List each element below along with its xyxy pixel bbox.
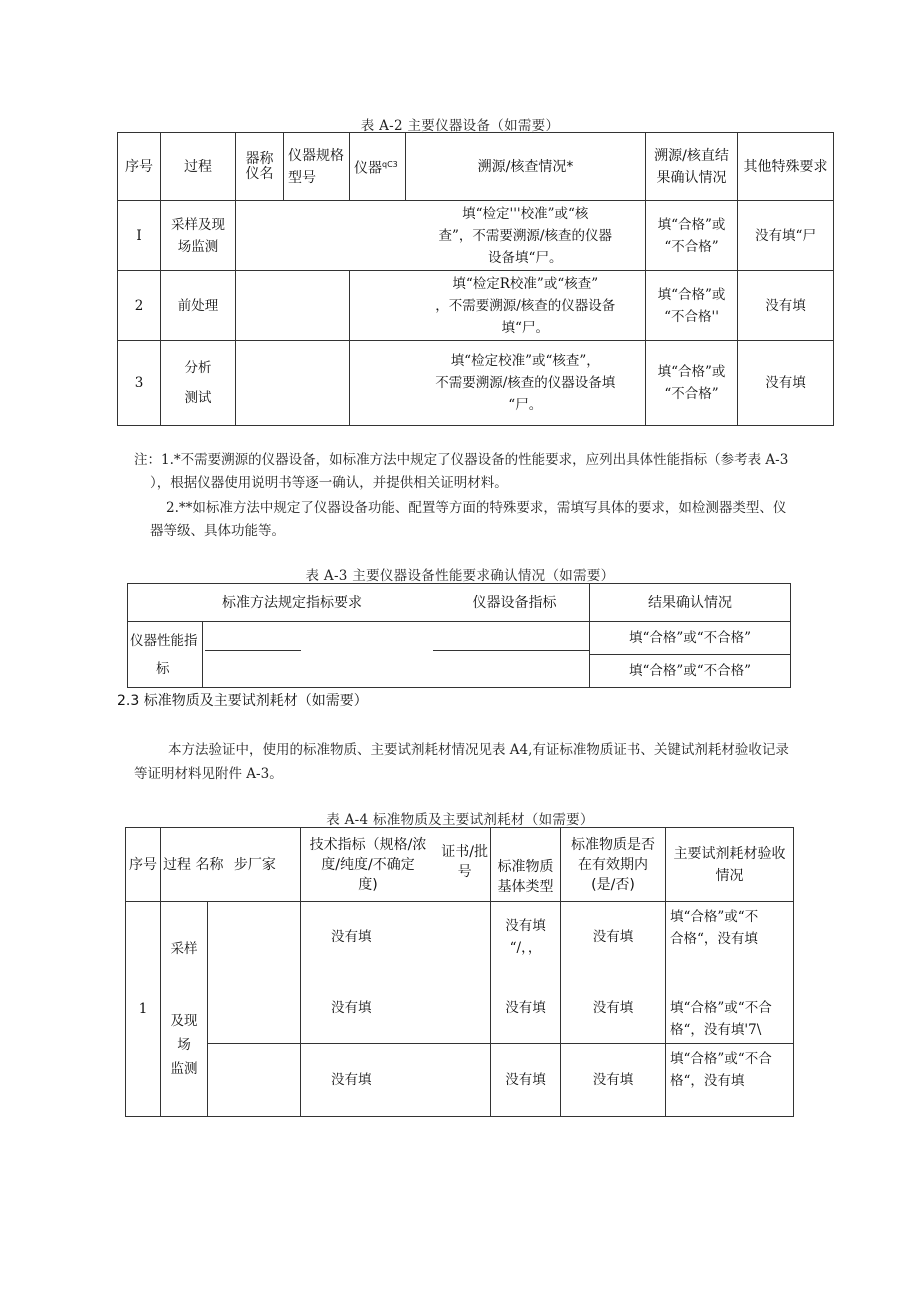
table-a2-cell-seq: 2 [118,271,161,341]
table-a2-caption: 表 A-2 主要仪器设备（如需要） [360,118,560,134]
table-a3-header-cell [128,584,590,622]
table-a2-cell-process: 采样及现 场监测 [161,201,236,271]
table-a4-header-process: 过程 [163,856,191,873]
table-a4-cell-accept: 填“合格”或“不合 格“，没有填 [666,1044,794,1117]
table-a4-cell-spec: 没有填 [301,973,491,1044]
table-a4-header-process-name [161,828,301,902]
table-a2-cell-trace: 填“检定R校准”或“核查” ，不需要溯源/核查的仪器设备 填“尸。 [406,271,646,341]
table-a2-header-trace: 溯源/核查情况* [406,133,646,201]
table-a3-row-label-1: 仪器性能指 [130,632,198,649]
table-a4-cell-spec: 没有填 [301,902,491,973]
section-paragraph-line-1: 本方法验证中，使用的标准物质、主要试剂耗材情况见表 A4,有证标准物质证书、关键试剂耗材验收记录 [168,742,789,758]
table-a2-header-row [118,133,834,201]
table-a4-header-name: 名称 [195,856,224,873]
table-a3-underline-standard [205,630,301,651]
table-a4-cell-empty [208,902,301,1044]
table-a2-cell-other: 没有填 [738,271,834,341]
table-a4-caption: 表 A-4 标准物质及主要试剂耗材（如需要） [326,812,594,828]
table-a3-underline-device [433,630,589,651]
table-a2-cell-other: 没有填 [738,341,834,426]
table-a3-header-device: 仪器设备指标 [472,594,557,611]
table-a2 [117,132,834,426]
table-a4-cell-matrix: 没有填 “/，， [491,902,561,973]
table-a4-cell-accept: 填“合格”或“不 合格“，没有填 [666,902,794,973]
table-a3-cell-blank [203,622,590,655]
table-row [118,201,834,271]
table-a4-cell-valid: 没有填 [561,1044,666,1117]
table-a2-header-other: 其他特殊要求 [738,133,834,201]
table-a3-cell-result: 填“合格”或“不合格” [590,655,791,688]
table-a2-header-number-sup: qC3 [382,159,398,169]
table-a3 [127,583,791,688]
note-2-line-1: 2.**如标准方法中规定了仪器设备功能、配置等方面的特殊要求，需填写具体的要求，如检测器类型、仪 [166,500,787,516]
note-1-line-1: 注：1.*不需要溯源的仪器设备，如标准方法中规定了仪器设备的性能要求，应列出具体性能指标（参考表 A-3 [134,452,789,468]
table-row [128,655,791,688]
table-a4-cell-matrix: 没有填 [491,1044,561,1117]
table-a2-header-result: 溯源/核直结果确认情况 [646,133,738,201]
table-a2-cell-process: 前处理 [161,271,236,341]
table-a2-cell-empty [236,271,350,341]
table-a3-row-label-2: 标 [156,660,170,677]
note-1-line-2: ），根据仪器使用说明书等逐一确认，并提供相关证明材料。 [150,475,508,491]
table-a4-header-cert: 证书/批 号 [441,844,488,880]
table-a4-cell-seq: 1 [126,902,161,1117]
table-a4-header-seq: 序号 [126,828,161,902]
table-a2-header-name: 器称仪名 [236,133,284,201]
table-a3-caption: 表 A-3 主要仪器设备性能要求确认情况（如需要） [305,568,615,584]
section-heading: 2.3 标准物质及主要试剂耗材（如需要） [117,693,368,709]
table-a3-row-label [128,622,203,688]
section-paragraph-line-2: 等证明材料见附件 A-3。 [134,766,283,782]
table-a4-cell-spec: 没有填 [301,1044,491,1117]
table-a4-cell-empty [208,1044,301,1117]
table-a3-header-standard: 标准方法规定指标要求 [222,594,362,611]
table-a2-cell-empty [350,341,406,426]
table-a4-header-matrix: 标准物质 基体类型 [491,828,561,902]
table-a2-header-number [350,133,406,201]
table-a2-header-number-text: 仪器 [354,160,382,177]
table-row [126,1044,794,1117]
table-a3-header-result: 结果确认情况 [590,584,791,622]
table-row [126,902,794,973]
table-a2-cell-trace: 填“检定校准”或“核查”， 不需要溯源/核查的仪器设备填 “尸。 [406,341,646,426]
table-a2-cell-seq: I [118,201,161,271]
table-a2-cell-empty [236,341,350,426]
table-a4-cell-valid: 没有填 [561,973,666,1044]
table-a2-cell-result: 填“合格”或 “不合格'' [646,271,738,341]
table-row [118,341,834,426]
table-a4-header-spec: 技术指标（规格/浓 度/纯度/不确定 度) [309,836,427,893]
table-a4-header-maker: 步厂家 [233,856,276,873]
table-a3-cell-result: 填“合格”或“不合格” [590,622,791,655]
table-a2-cell-trace: 填“检定'''校准”或“核 查”，不需要溯源/核查的仪器 设备填“尸。 [406,201,646,271]
table-a2-header-process: 过程 [161,133,236,201]
table-a4 [125,827,794,1117]
table-a2-cell-process: 分析 测试 [161,341,236,426]
table-a4-cell-valid: 没有填 [561,902,666,973]
table-a4-header-row [126,828,794,902]
table-row [128,622,791,655]
table-a4-cell-process: 采样 及现 场 监测 [161,902,208,1117]
table-a4-header-spec-cert [301,828,491,902]
table-a4-header-accept: 主要试剂耗材验收 情况 [666,828,794,902]
table-a3-header-row [128,584,791,622]
table-a4-header-valid: 标准物质是否 在有效期内 (是/否) [561,828,666,902]
table-a4-cell-matrix: 没有填 [491,973,561,1044]
table-a4-cell-accept: 填“合格”或“不合 格“，没有填'7\ [666,973,794,1044]
table-a2-header-seq: 序号 [118,133,161,201]
table-row [118,271,834,341]
table-a2-cell-seq: 3 [118,341,161,426]
table-a2-header-model: 仪器规格型号 [284,133,350,201]
table-a3-cell-blank [203,655,590,688]
table-a2-cell-result: 填“合格”或 “不合格” [646,341,738,426]
table-a2-cell-result: 填“合格”或 “不合格” [646,201,738,271]
table-a2-cell-empty [350,271,406,341]
table-a2-cell-empty [236,201,406,271]
note-2-line-2: 器等级、具体功能等。 [150,523,285,539]
table-a2-cell-other: 没有填“尸 [738,201,834,271]
